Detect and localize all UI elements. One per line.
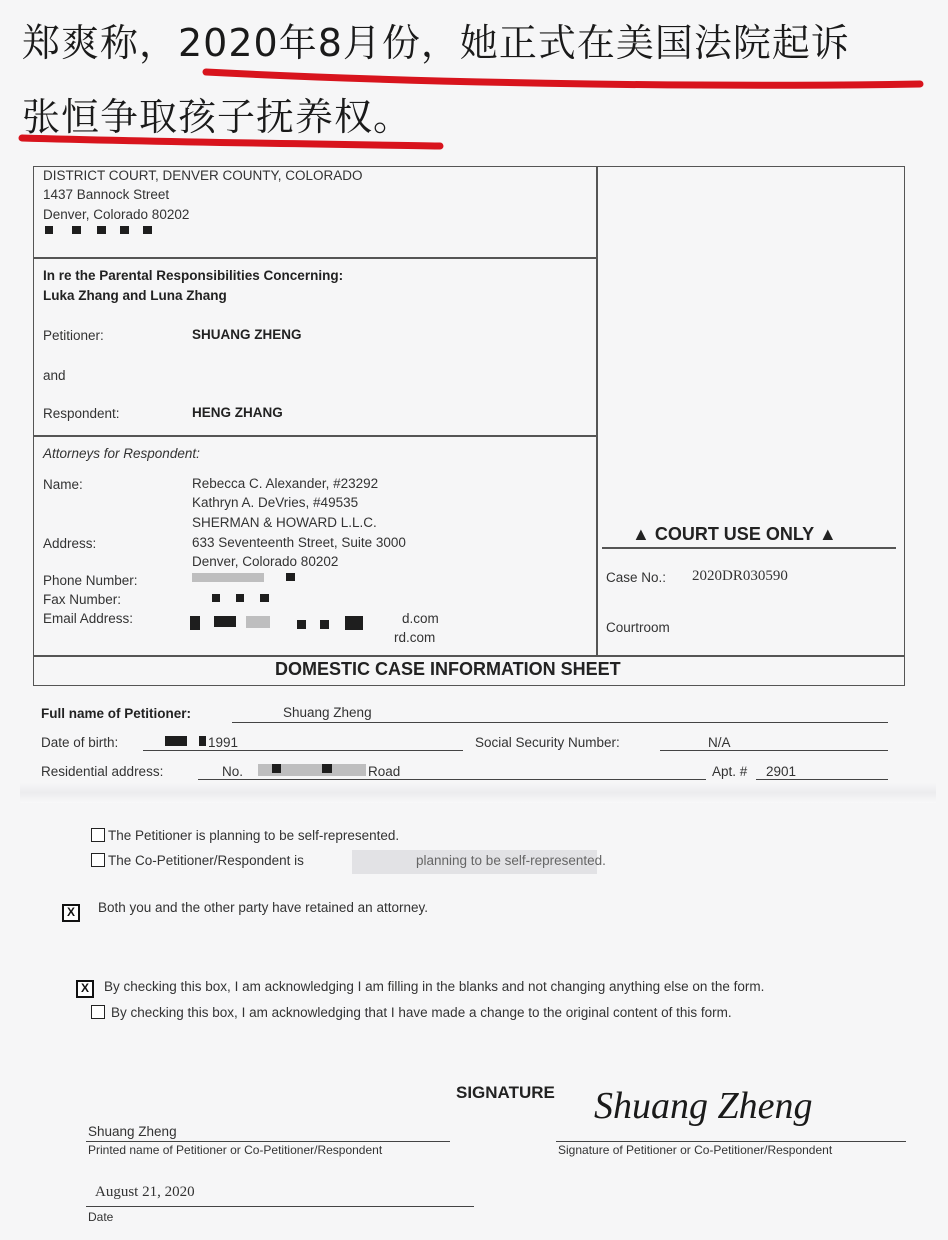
both-attorney-text: Both you and the other party have retained an attorney.	[98, 900, 428, 915]
phone-label: Phone Number:	[43, 573, 138, 588]
redaction	[322, 764, 332, 773]
address-underline	[198, 779, 706, 780]
redaction	[212, 594, 220, 602]
redaction	[97, 226, 106, 234]
ssn-underline	[660, 750, 888, 751]
attorney-name-2: Kathryn A. DeVries, #49535	[192, 495, 359, 510]
signature-heading: SIGNATURE	[456, 1083, 555, 1102]
and-text: and	[43, 368, 66, 383]
respondent-label: Respondent:	[43, 406, 120, 421]
sheet-title: DOMESTIC CASE INFORMATION SHEET	[275, 659, 621, 679]
redaction	[272, 764, 281, 773]
apt-underline	[756, 779, 888, 780]
divider-court	[33, 257, 596, 259]
petitioner-name: SHUANG ZHENG	[192, 327, 302, 342]
petitioner-label: Petitioner:	[43, 328, 104, 343]
email-2-tail: rd.com	[394, 630, 436, 645]
ssn-label: Social Security Number:	[475, 735, 620, 750]
courtroom-label: Courtroom	[606, 620, 670, 635]
redaction	[297, 620, 306, 629]
court-document	[0, 150, 948, 1240]
redaction	[192, 573, 264, 582]
ack-change-checkbox[interactable]	[91, 1005, 105, 1019]
case-number: 2020DR030590	[692, 568, 788, 584]
self-represented-text: The Petitioner is planning to be self-represented.	[108, 828, 400, 843]
co-self-represented-text: The Co-Petitioner/Respondent is	[108, 853, 304, 868]
co-self-represented-tail: planning to be self-represented.	[416, 853, 606, 868]
full-name-label: Full name of Petitioner:	[41, 706, 192, 721]
dob-label: Date of birth:	[41, 735, 119, 750]
signature-underline	[556, 1141, 906, 1142]
attorney-firm: SHERMAN & HOWARD L.L.C.	[192, 515, 377, 530]
apt-value: 2901	[766, 764, 797, 779]
attorneys-heading: Attorneys for Respondent:	[43, 446, 200, 461]
both-attorney-checkbox[interactable]: X	[62, 904, 80, 922]
court-street: 1437 Bannock Street	[43, 187, 170, 202]
attorney-name-label: Name:	[43, 477, 83, 492]
redaction	[286, 573, 295, 581]
redaction	[236, 594, 244, 602]
redaction	[345, 616, 363, 630]
email-label: Email Address:	[43, 611, 134, 626]
full-name-underline	[232, 722, 888, 723]
redaction	[320, 620, 329, 629]
printed-name: Shuang Zheng	[88, 1124, 177, 1139]
ssn-value: N/A	[708, 735, 731, 750]
attorney-address-label: Address:	[43, 536, 97, 551]
page-fold-overlay	[20, 783, 936, 803]
redaction	[246, 616, 270, 628]
printed-name-underline	[86, 1141, 450, 1142]
case-no-label: Case No.:	[606, 570, 667, 585]
attorney-address-2: Denver, Colorado 80202	[192, 554, 339, 569]
court-use-only-label: ▲ COURT USE ONLY ▲	[632, 524, 837, 544]
ack-change-text: By checking this box, I am acknowledging that I have made a change to the original content of this form.	[111, 1005, 732, 1020]
redaction	[72, 226, 81, 234]
attorney-address-1: 633 Seventeenth Street, Suite 3000	[192, 535, 406, 550]
ack-blanks-checkbox[interactable]: X	[76, 980, 94, 998]
redaction	[165, 736, 187, 746]
dob-underline	[143, 750, 463, 751]
dob-year: 1991	[208, 735, 239, 750]
court-city: Denver, Colorado 80202	[43, 207, 190, 222]
caption-line-2: 张恒争取孩子抚养权。	[22, 95, 413, 139]
redaction	[190, 616, 200, 630]
full-name-value: Shuang Zheng	[283, 705, 372, 720]
signature-label: Signature of Petitioner or Co-Petitioner/Respondent	[558, 1143, 833, 1157]
email-1-tail: d.com	[402, 611, 439, 626]
handwritten-signature: Shuang Zheng	[594, 1085, 813, 1127]
divider-court-use	[602, 547, 896, 549]
ack-blanks-text: By checking this box, I am acknowledging I am filling in the blanks and not changing anything else on the form.	[104, 979, 765, 994]
redaction	[214, 616, 236, 627]
case-caption-line1: In re the Parental Responsibilities Concerning:	[43, 268, 344, 283]
apt-label: Apt. #	[712, 764, 748, 779]
address-label: Residential address:	[41, 764, 164, 779]
caption-line-1: 郑爽称，2020年8月份，她正式在美国法院起诉	[22, 21, 850, 65]
address-prefix: No.	[222, 764, 244, 779]
respondent-name: HENG ZHANG	[192, 405, 283, 420]
co-self-represented-checkbox[interactable]	[91, 853, 105, 867]
redaction	[120, 226, 129, 234]
divider-caption	[33, 435, 596, 437]
case-caption-line2: Luka Zhang and Luna Zhang	[43, 288, 227, 303]
date-underline	[86, 1206, 474, 1207]
signed-date: August 21, 2020	[95, 1184, 195, 1200]
fax-label: Fax Number:	[43, 592, 122, 607]
attorney-name-1: Rebecca C. Alexander, #23292	[192, 476, 379, 491]
form-header-box	[33, 166, 905, 686]
self-represented-checkbox[interactable]	[91, 828, 105, 842]
redaction	[45, 226, 53, 234]
redaction	[199, 736, 206, 746]
printed-name-label: Printed name of Petitioner or Co-Petitioner/Respondent	[88, 1143, 383, 1157]
column-divider	[596, 166, 598, 655]
date-label: Date	[88, 1210, 114, 1224]
redaction	[143, 226, 152, 234]
court-name: DISTRICT COURT, DENVER COUNTY, COLORADO	[43, 168, 363, 183]
divider-title	[33, 655, 905, 657]
redaction	[260, 594, 269, 602]
address-suffix: Road	[368, 764, 401, 779]
